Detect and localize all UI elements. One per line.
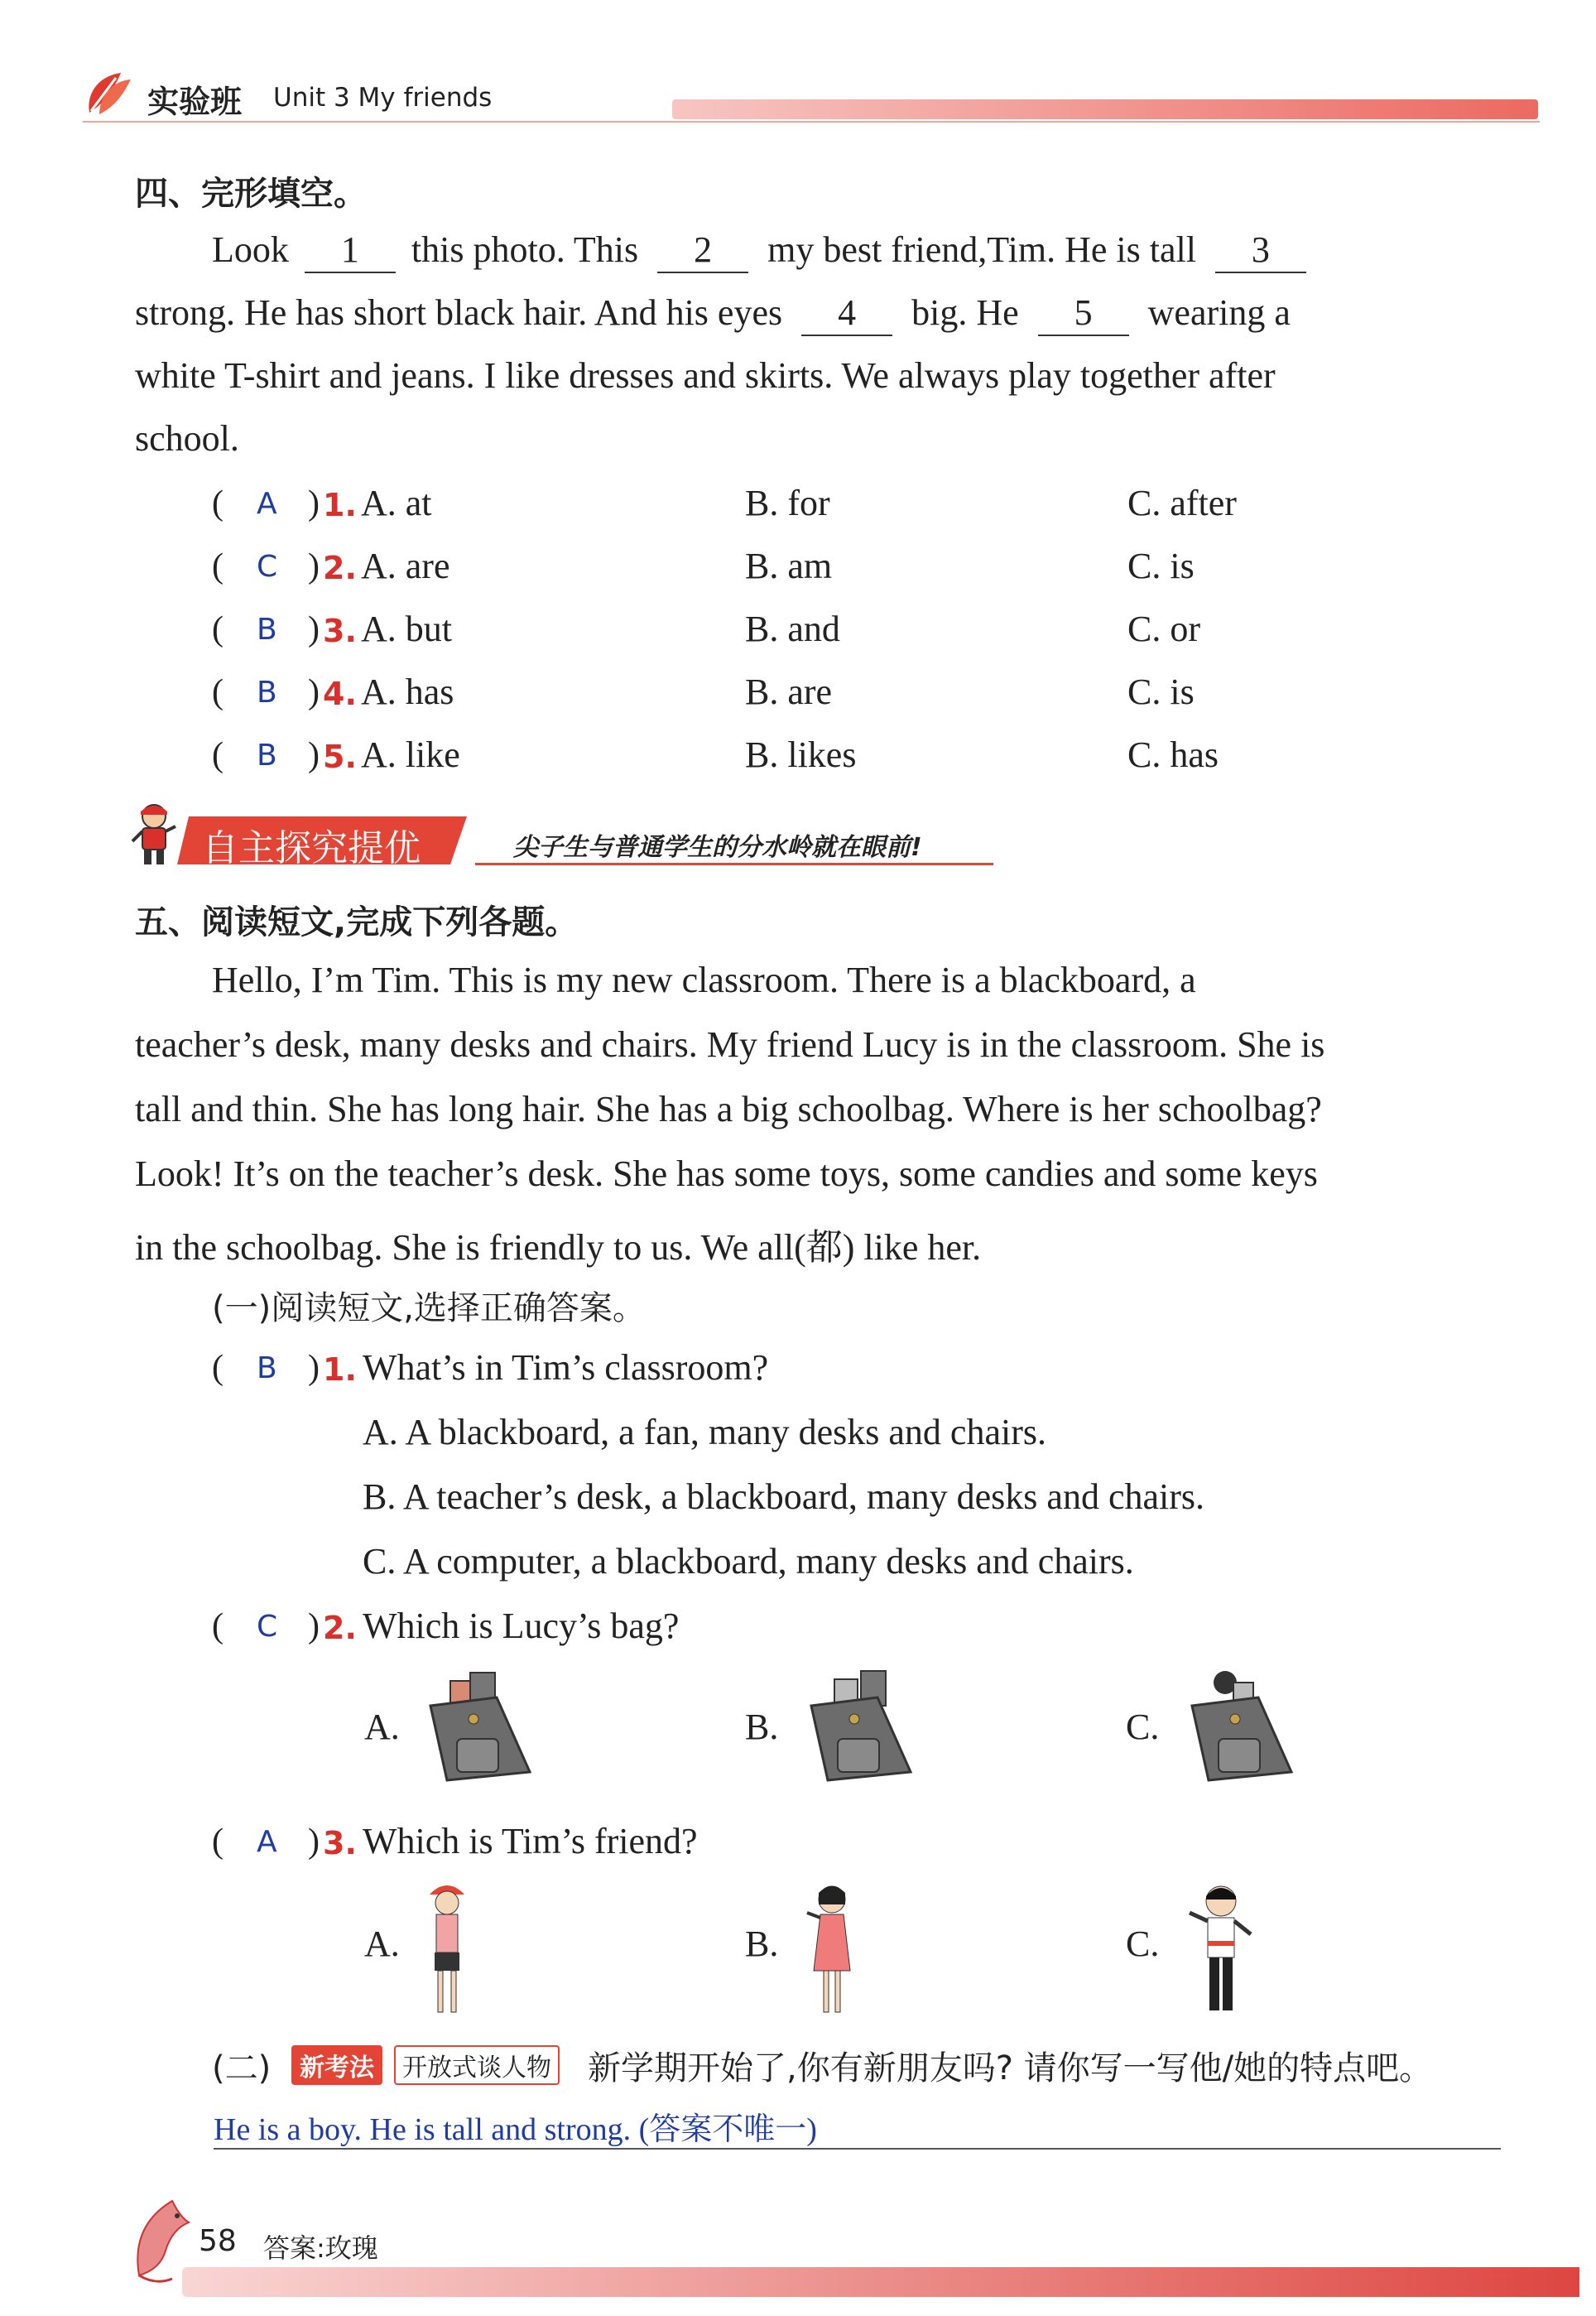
- part2-prompt: 新学期开始了,你有新朋友吗? 请你写一写他/她的特点吧。: [588, 2049, 1433, 2087]
- blank-3: 3: [1215, 232, 1306, 273]
- answer-mark: A: [257, 487, 277, 521]
- mascot-icon: [131, 802, 177, 869]
- cloze-line-3: white T-shirt and jeans. I like dresses and skirts. We always play together after: [135, 355, 1276, 396]
- part1-title: (一)阅读短文,选择正确答案。: [212, 1289, 646, 1327]
- answer-mark: B: [257, 613, 277, 647]
- header-stripe: [672, 99, 1538, 119]
- reading-line: Look! It’s on the teacher’s desk. She has some toys, some candies and some keys: [135, 1153, 1318, 1194]
- option: A. A blackboard, a fan, many desks and chairs.: [363, 1412, 1046, 1452]
- part2-prefix: (二): [212, 2049, 272, 2087]
- part2-tag2: 开放式谈人物: [394, 2045, 560, 2085]
- banner-underline: [475, 863, 993, 865]
- banner-slogan: 尖子生与普通学生的分水岭就在眼前!: [513, 833, 922, 862]
- answer-line: [214, 2148, 1501, 2150]
- answer-mark: C: [257, 550, 278, 584]
- answer-mark: B: [257, 739, 277, 773]
- question-text: Which is Tim’s friend?: [363, 1821, 698, 1861]
- cloze-line-1: Look 1 this photo. This 2 my best friend,Tim. He is tall 3: [212, 229, 1306, 273]
- blank-5: 5: [1038, 295, 1129, 336]
- cloze-line-2: strong. He has short black hair. And his eyes 4 big. He 5 wearing a: [135, 291, 1291, 336]
- header-brand: 实验班: [147, 84, 243, 120]
- reading-line: teacher’s desk, many desks and chairs. My friend Lucy is in the classroom. She is: [135, 1024, 1325, 1065]
- blank-1: 1: [305, 232, 396, 273]
- reading-line: in the schoolbag. She is friendly to us. We all(都) like her.: [135, 1227, 982, 1268]
- answer-mark: B: [257, 1351, 277, 1385]
- answer-mark: B: [257, 676, 277, 710]
- header-unit: Unit 3 My friends: [273, 83, 493, 113]
- answer-mark: C: [257, 1610, 278, 1644]
- option: B. A teacher’s desk, a blackboard, many desks and chairs.: [363, 1476, 1205, 1517]
- schoolbag-icon: [1175, 1664, 1308, 1789]
- dolphin-icon: [123, 2193, 205, 2292]
- footer-answer-label: 答案:玫瑰: [263, 2232, 378, 2264]
- reading-line: Hello, I’m Tim. This is my new classroom. There is a blackboard, a: [212, 960, 1196, 1000]
- schoolbag-icon: [414, 1664, 546, 1789]
- logo-icon: [83, 70, 136, 119]
- part2-tag: 新考法: [291, 2045, 382, 2085]
- question-text: Which is Lucy’s bag?: [363, 1606, 680, 1646]
- header-rule: [83, 121, 1540, 123]
- section5-title: 五、阅读短文,完成下列各题。: [135, 903, 579, 941]
- question-text: What’s in Tim’s classroom?: [363, 1347, 769, 1388]
- footer-stripe: [182, 2267, 1579, 2297]
- reading-line: tall and thin. She has long hair. She has a big schoolbag. Where is her schoolbag?: [135, 1089, 1322, 1129]
- page-number: 58: [199, 2224, 237, 2258]
- girl-dress-icon: [799, 1880, 865, 2020]
- schoolbag-icon: [795, 1664, 927, 1789]
- part2-answer: He is a boy. He is tall and strong. (答案不唯一): [214, 2112, 817, 2147]
- cloze-line-4: school.: [135, 418, 239, 459]
- option: C. A computer, a blackboard, many desks and chairs.: [363, 1541, 1134, 1582]
- banner-title: 自主探究提优: [202, 827, 421, 869]
- section4-title: 四、完形填空。: [135, 175, 367, 213]
- boy-icon: [1180, 1880, 1262, 2020]
- girl-red-cap-icon: [418, 1880, 476, 2020]
- answer-mark: A: [257, 1825, 277, 1859]
- blank-2: 2: [657, 232, 748, 273]
- blank-4: 4: [801, 295, 892, 336]
